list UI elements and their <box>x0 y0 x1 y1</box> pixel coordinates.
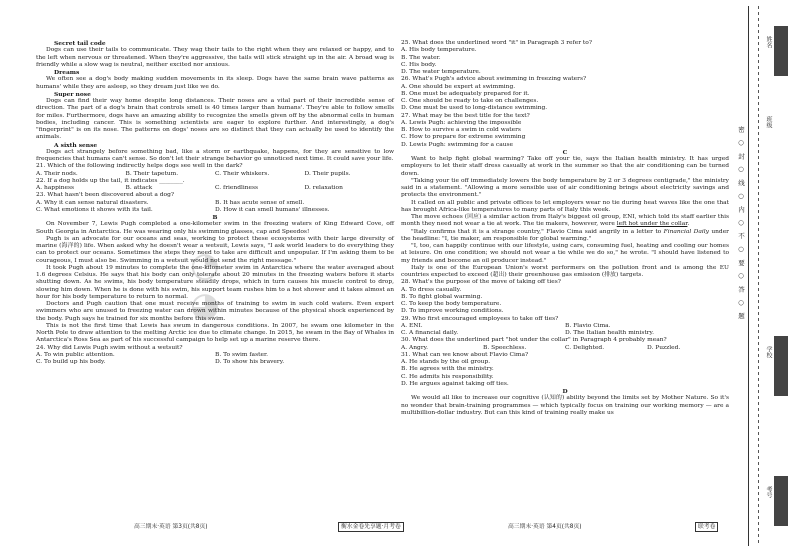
option: A. He stands by the oil group. <box>401 359 491 365</box>
option: A. One should be expert at swimming. <box>401 83 516 90</box>
paragraph-c1: Want to help fight global warming? Take off your tie, says the Italian health ministry. It has urged employers to let their staff dress casually at work in the summer so that the air conditioning can be turned down. <box>401 156 729 177</box>
heading-sixth-sense: A sixth sense <box>54 141 98 149</box>
question-28: 28. What's the purpose of the move of taking off ties? <box>401 279 561 286</box>
paragraph-c2: "Taking your tie off immediately lowers the body temperature by 2 or 3 degrees centigrade," the ministry said in a statement. "Allowing a more sensible use of air conditioning brings about electricity savings and protects the environment." <box>401 177 729 199</box>
question-22: 22. If a dog holds up the tail, it indicates ________. <box>36 177 185 184</box>
option: D. To improve working conditions. <box>401 308 504 315</box>
option: A. Why it can sense natural disasters. <box>36 199 149 206</box>
paragraph-dreams: We often see a dog's body making sudden movements in its sleep. Dogs have the same brain wave patterns as humans' while they are asleep, so they dream just like we do. <box>36 76 394 90</box>
paragraph-c5-text: "Italy confirms that it is a strange country," Flavio Cima said angrily in a letter to <box>411 228 664 235</box>
option: A. To dress casually. <box>401 286 462 293</box>
seal-line-text: 密 ○ 封 ○ 线 ○ 内 ○ 不 ○ 要 ○ 答 ○ 题 <box>737 126 745 321</box>
option: C. To build up his body. <box>36 359 106 365</box>
option: A. happiness <box>36 185 75 191</box>
info-bar <box>774 476 788 526</box>
question-23: 23. What hasn't been discovered about a dog? <box>36 192 175 199</box>
option: B. attack <box>125 185 153 191</box>
paragraph-c5 <box>401 229 729 244</box>
option: C. Delighted. <box>565 344 605 351</box>
binding-margin <box>734 6 794 546</box>
name-label: 姓名 <box>765 36 772 48</box>
paragraph-c4 <box>401 214 729 229</box>
question-24-options-row2 <box>36 359 394 366</box>
option: D. One must be used to long-distance swimming. <box>401 105 548 112</box>
option: B. To swim faster. <box>215 351 268 358</box>
option: D. Puzzled. <box>647 344 681 351</box>
question-30: 30. What does the underlined part "hot under the collar" in Paragraph 4 probably mean? <box>401 337 667 344</box>
heading-dreams: Dreams <box>54 69 80 76</box>
paragraph-c7: Italy is one of the European Union's worst performers on the pollution front and is among the EU countries expected to exceed (超出) their greenhouse gas emission (排放) targets. <box>401 264 729 278</box>
question-29-options-row2 <box>401 330 729 337</box>
margin-rule <box>748 6 749 546</box>
paragraph-b5: This is not the first time that Lewis has swum in dangerous conditions. In 2007, he swam one kilometer in the North Pole to draw attention to the melting Arctic ice due to climate change. In 2015, he swam in the Bay of Whales in Antarctica's Ross Sea as part of his successful campaign to help set up a marine reserve there. <box>36 322 394 344</box>
paragraph-b2: Pugh is an advocate for our oceans and seas, working to protect these ecosystems with their large diversity of marine (海洋的) life. When asked why he doesn't wear a wetsuit, Lewis says, "I ask world leaders to do everything they can to protect our oceans. Sometimes the steps they need to take are difficult and unpopular. If I'm asking them to be courageous, I must also be. Swimming in a wetsuit would not send the right message." <box>36 235 394 264</box>
paragraph-sixth-sense: Dogs act strangely before something bad, like a storm or earthquake, happens, for they are sensitive to low frequencies that humans can't sense. So don't let their strange behavior go unnoticed next time. It could save your life. <box>36 148 394 162</box>
option: C. A financial daily. <box>401 330 459 336</box>
option: B. Flavio Cima. <box>565 322 611 329</box>
section-d-label: D <box>562 388 568 395</box>
paragraph-d1: We would all like to increase our cognitive (认知的) ability beyond the limits set by Mother Nature. So it's no wonder that brain-training programmes — which typically focus on training our working memory — are a multibillion-dollar industry. But can this kind of training really make us <box>401 395 729 416</box>
option: C. To keep the body temperature. <box>401 301 502 307</box>
option: B. Speechless. <box>483 344 527 351</box>
option: A. His body temperature. <box>401 47 477 54</box>
option: A. Lewis Pugh: achieving the impossible <box>401 119 522 126</box>
question-24: 24. Why did Lewis Pugh swim without a wetsuit? <box>36 344 183 351</box>
underlined-phrase: left hot under the collar <box>616 221 688 228</box>
heading-tail: Secret tail code <box>54 40 106 47</box>
option: C. How to prepare for extreme swimming <box>401 134 526 141</box>
option: B. To fight global warming. <box>401 293 483 300</box>
option: A. To win public attention. <box>36 351 115 358</box>
question-25: 25. What does the underlined word "it" in Paragraph 3 refer to? <box>401 40 592 46</box>
question-29: 29. Who first encouraged employees to take off ties? <box>401 315 559 322</box>
question-23-options-row2 <box>36 207 394 214</box>
right-column <box>401 40 729 417</box>
option: C. His body. <box>401 61 437 68</box>
question-30-options <box>401 345 729 352</box>
paragraph-c6: "I, too, can happily continue with our lifestyle, using cars, consuming fuel, heating and cooling our homes at leisure. On one condition; we should not wear a tie while we do so," he wrote. "I should have listened to my friends and become an oil producer instead." <box>401 243 729 264</box>
right-page-number: 高三期末·英语 第4页(共8页) <box>508 524 582 530</box>
question-26: 26. What's Pugh's advice about swimming in freezing waters? <box>401 76 587 83</box>
question-31: 31. What can we know about Flavio Cima? <box>401 351 529 358</box>
question-29-options-row1 <box>401 323 729 330</box>
paragraph-b3: It took Pugh about 19 minutes to complete the one-kilometer swim in Antarctica where the water averaged about 1.6 degrees Celsius. He says that his body can only tolerate about 20 minutes in the freezing waters before it starts shutting down. As he swims, his body temperature steadily drops, which in turn causes his muscle control to drop, slowing him down. When he is done with his swim, his support team rushes him to a hot shower and it takes almost an hour for his body temperature to return to normal. <box>36 264 394 300</box>
option: A. Their nods. <box>36 170 78 177</box>
option: B. How to survive a swim in cold waters <box>401 127 521 133</box>
paragraph-c3: It called on all public and private offices to let employers wear no tie during heat waves like the one that has brought Africa-like temperatures to many parts of Italy this week. <box>401 199 729 213</box>
exam-type-tag: 联考卷 <box>695 522 718 532</box>
option: C. Their whiskers. <box>215 170 270 177</box>
question-23-options-row1 <box>36 200 394 207</box>
question-27: 27. What may be the best title for the text? <box>401 112 530 119</box>
class-label: 班级 <box>765 116 772 128</box>
brand-label: 衡水金卷先享题·月考卷 <box>338 522 404 532</box>
paragraph-c5-end: under the headline: "I, tie maker, am responsible for global warming." <box>401 228 729 242</box>
question-21: 21. Which of the following indirectly helps dogs see well in the dark? <box>36 163 243 170</box>
watermark: ◔ ◕ <box>190 245 220 325</box>
option: C. friendliness <box>215 185 259 191</box>
paragraph-c4-end: . <box>687 221 690 228</box>
option: C. One should be ready to take on challenges. <box>401 98 539 104</box>
option: D. How it can smell humans' illnesses. <box>215 206 330 213</box>
paragraph-nose: Dogs can find their way home despite long distances. Their noses are a vital part of their incredible sense of direction. The part of a dog's brain that controls smell is 40 times larger than humans'. They're able to follow smells for miles. Furthermore, dogs have an amazing ability to recognize the smells given off by the abnormal cells in human bodies, including cancer. This is something scientists are eager to explore further. And interestingly, a dog's "fingerprint" is on its nose. The patterns on dogs' noses are so distinct that they can actually be used to identify the animals. <box>36 98 394 141</box>
option: D. Their pupils. <box>304 170 351 177</box>
option: D. relaxation <box>304 185 343 191</box>
info-bar <box>774 26 788 76</box>
option: D. To show his bravery. <box>215 359 285 365</box>
paragraph-tail: Dogs can use their tails to communicate. They wag their tails to the right when they are relaxed or happy, and to the left when nervous or threatened. When they're aggressive, the tails will stick straight up in the air. A broad wag is friendly while a slow wag is neutral, neither excited nor anxious. <box>36 47 394 68</box>
info-bar <box>774 336 788 396</box>
section-b-label: B <box>212 214 218 221</box>
cut-line <box>758 6 759 546</box>
option: B. Their tapetum. <box>125 170 179 177</box>
option: B. It has acute sense of smell. <box>215 199 305 206</box>
section-c-label: C <box>562 148 568 156</box>
question-24-options-row1 <box>36 352 394 359</box>
option: B. One must be adequately prepared for it. <box>401 90 530 97</box>
exam-number-label: 考号 <box>765 486 772 498</box>
paragraph-c4-text: The move echoes (回应) a similar action from Italy's biggest oil group, ENI, which told its staff earlier this month they need not wear a tie at work. The tie makers, however, were <box>401 214 729 228</box>
heading-nose: Super nose <box>54 90 91 98</box>
left-column <box>36 40 394 366</box>
school-label: 学校 <box>765 346 772 358</box>
option: A. Angry. <box>401 344 429 351</box>
page-footer <box>0 522 794 536</box>
option: D. Lewis Pugh: swimming for a cause <box>401 141 514 148</box>
left-page-number: 高三期末·英语 第3页(共8页) <box>134 524 208 530</box>
option: B. The water. <box>401 54 441 61</box>
paragraph-b4: Doctors and Pugh caution that one must receive months of training to swim in such cold waters. Even expert swimmers who are unused to freezing water can drown within minutes because of the physical shock experienced by the body. Pugh says he trained for six months before this swim. <box>36 301 394 322</box>
paragraph-b1: On November 7, Lewis Pugh completed a one-kilometer swim in the freezing waters of King Edward Cove, off South Georgia in Antarctica. He was wearing only his swimming glasses, cap and Speedos! <box>36 221 394 235</box>
option: A. ENI. <box>401 322 423 329</box>
option: D. The water temperature. <box>401 69 481 75</box>
question-21-options <box>36 171 394 178</box>
option: C. He admits his responsibility. <box>401 373 494 380</box>
option: C. What emotions it shows with its tail. <box>36 206 153 213</box>
option: D. He argues against taking off ties. <box>401 380 509 387</box>
newspaper-name: Financial Daily <box>663 228 709 235</box>
option: D. The Italian health ministry. <box>565 330 654 336</box>
option: B. He agrees with the ministry. <box>401 366 494 373</box>
question-22-options <box>36 185 394 192</box>
